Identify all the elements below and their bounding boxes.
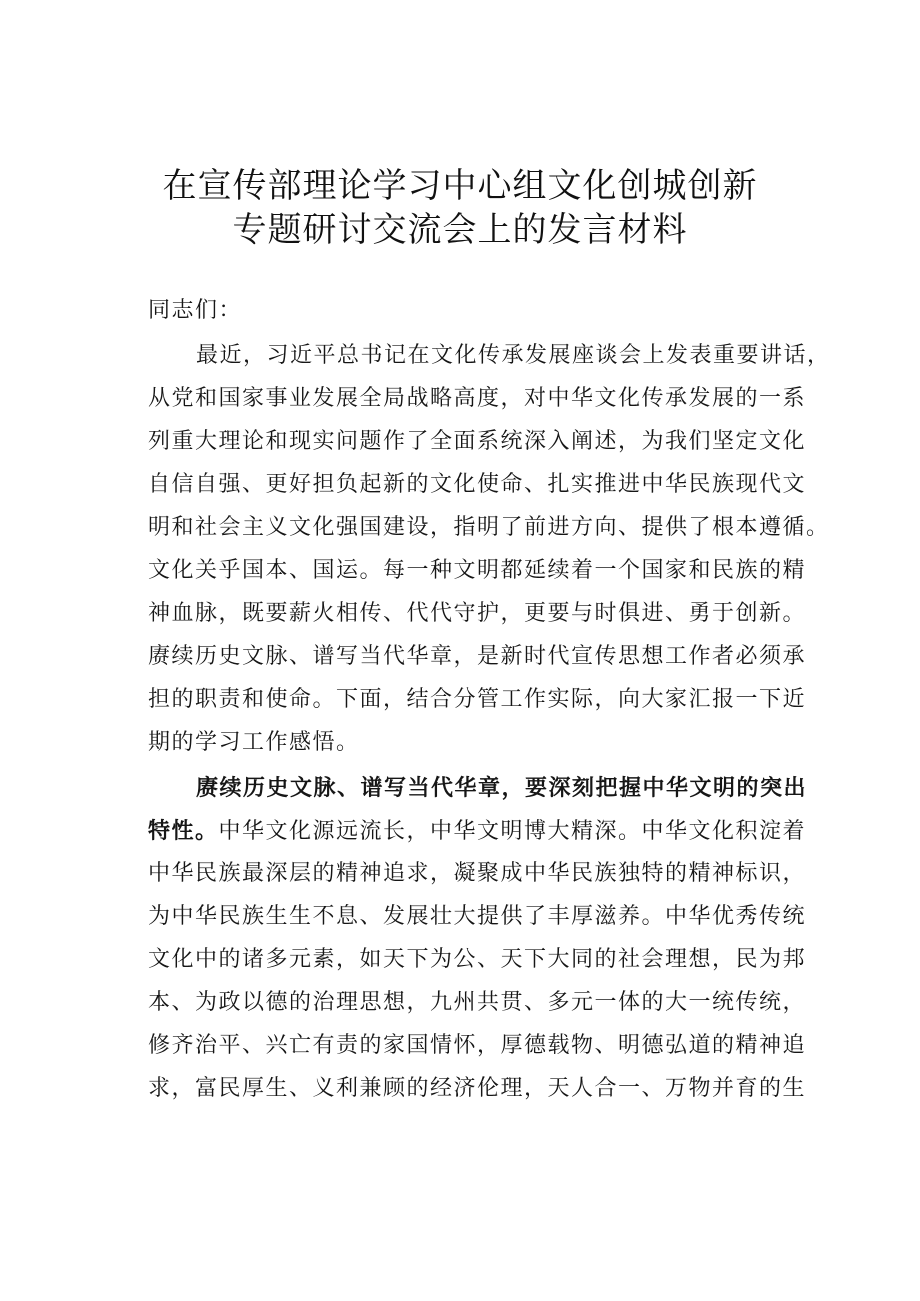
paragraph-line: 赓续历史文脉、谱写当代华章，是新时代宣传思想工作者必须承 [148, 644, 807, 669]
paragraph-text: 中华文化源远流长，中华文明博大精深。中华文化积淀着 [218, 819, 807, 844]
greeting: 同志们： [148, 298, 243, 323]
paragraph-line: 神血脉，既要薪火相传、代代守护，更要与时俱进、勇于创新。 [148, 601, 807, 626]
paragraph-line: 中华民族最深层的精神追求，凝聚成中华民族独特的精神标识， [148, 861, 807, 886]
paragraph-line [148, 816, 806, 846]
paragraph-line: 求，富民厚生、义利兼顾的经济伦理，天人合一、万物并育的生 [148, 1076, 807, 1101]
paragraph-line: 列重大理论和现实问题作了全面系统深入阐述，为我们坚定文化 [148, 429, 807, 454]
paragraph-line: 文化关乎国本、国运。每一种文明都延续着一个国家和民族的精 [148, 558, 807, 583]
paragraph-line: 担的职责和使命。下面，结合分管工作实际，向大家汇报一下近 [148, 687, 807, 712]
paragraph-line: 本、为政以德的治理思想，九州共贯、多元一体的大一统传统， [148, 990, 807, 1015]
document-title-line-1: 在宣传部理论学习中心组文化创城创新 [162, 166, 758, 206]
document-title-line-2: 专题研讨交流会上的发言材料 [232, 210, 688, 250]
paragraph-line: 修齐治平、兴亡有责的家国情怀，厚德载物、明德弘道的精神追 [148, 1033, 807, 1058]
paragraph-line: 最近，习近平总书记在文化传承发展座谈会上发表重要讲话， [196, 343, 831, 368]
paragraph-line: 期的学习工作感悟。 [148, 730, 360, 755]
section-heading-lead: 特性。 [148, 818, 219, 844]
paragraph-line: 为中华民族生生不息、发展壮大提供了丰厚滋养。中华优秀传统 [148, 904, 807, 929]
paragraph-line: 从党和国家事业发展全局战略高度，对中华文化传承发展的一系 [148, 386, 807, 411]
paragraph-line: 文化中的诸多元素，如天下为公、天下大同的社会理想，民为邦 [148, 947, 807, 972]
section-heading-line: 赓续历史文脉、谱写当代华章，要深刻把握中华文明的突出 [196, 775, 808, 801]
paragraph-line: 明和社会主义文化强国建设，指明了前进方向、提供了根本遵循。 [148, 515, 830, 540]
paragraph-line: 自信自强、更好担负起新的文化使命、扎实推进中华民族现代文 [148, 472, 807, 497]
